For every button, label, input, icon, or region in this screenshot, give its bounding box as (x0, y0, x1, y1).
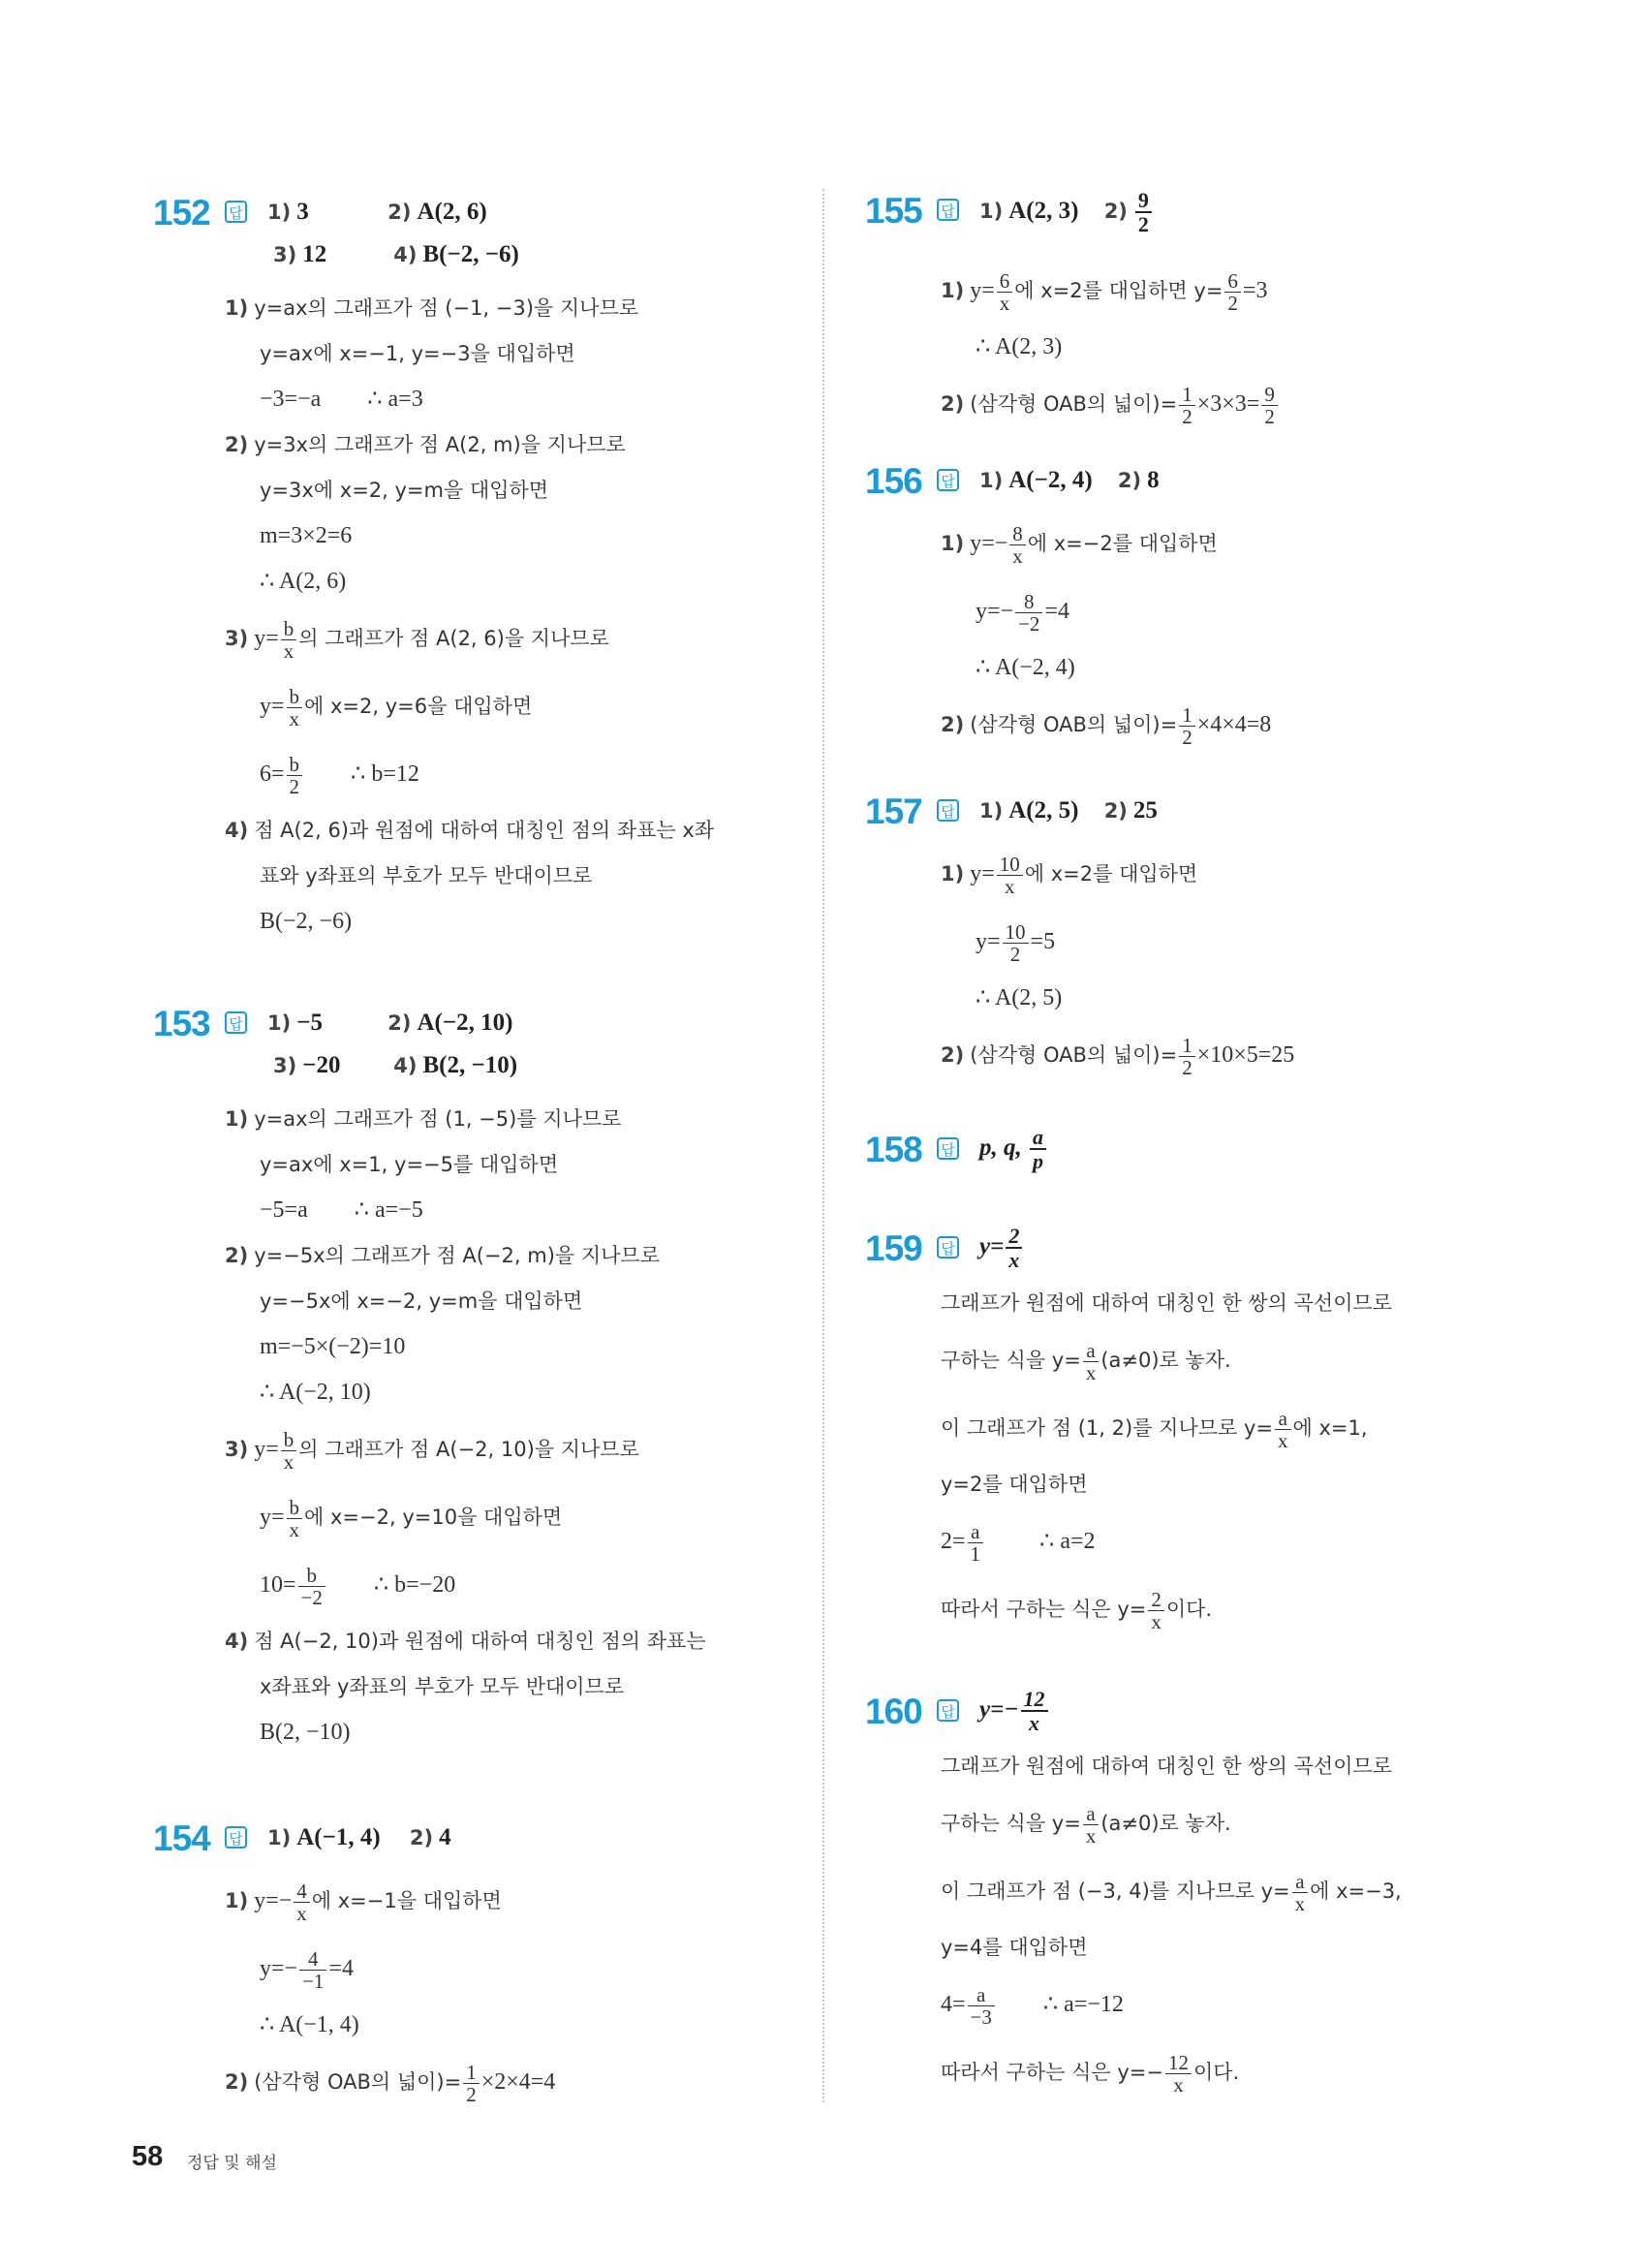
fraction: $\frac{8}{x}$ (1009, 523, 1026, 567)
solution-line: y=3x에 x=2, y=m을 대입하면 (260, 479, 549, 502)
answer-icon: 답 (225, 201, 247, 223)
solution-line: 1) y=ax의 그래프가 점 (−1, −3)을 지나므로 (225, 296, 639, 320)
solution-line: 10= $\frac{b}{-2}$ ∴ b=−20 (260, 1563, 456, 1609)
solution-line: 2) (삼각형 OAB의 넓이)= $\frac{1}{2}$ ×2×4=4 (225, 2060, 556, 2106)
solution-line: y= $\frac{b}{x}$ 에 x=−2, y=10을 대입하면 (260, 1495, 563, 1541)
fraction: $\frac{2}{x}$ (1006, 1225, 1022, 1271)
answer-row-2: 3) −20 4) B(2, −10) (273, 1052, 518, 1078)
solution-line: ∴ A(−2, 10) (260, 1380, 371, 1405)
answer-row: 1) A(2, 3) 2) $\frac{9}{2}$ (979, 189, 1154, 235)
solution-line: 2) y=3x의 그래프가 점 A(2, m)을 지나므로 (225, 433, 626, 456)
problem-number: 155 (865, 191, 922, 231)
solution (941, 257, 1504, 438)
fraction: $\frac{4}{-1}$ (299, 1948, 326, 1992)
problem-159 (865, 1224, 1504, 1643)
solution-line: ∴ A(2, 3) (976, 334, 1063, 359)
solution-line: 따라서 구하는 식은 y=− $\frac{12}{x}$ 이다. (941, 2050, 1240, 2097)
solution-line: 2) (삼각형 OAB의 넓이)= $\frac{1}{2}$ ×10×5=25 (941, 1033, 1295, 1079)
solution (225, 286, 792, 945)
problem-154 (153, 1818, 792, 2116)
problem-number: 160 (865, 1692, 922, 1731)
solution-line: 2) (삼각형 OAB의 넓이)= $\frac{1}{2}$ ×3×3= $\frac{9}{2}$ (941, 370, 1504, 438)
answer-row: p, q, $\frac{a}{p}$ (979, 1126, 1048, 1172)
problem-number: 156 (865, 461, 922, 501)
solution-line: y=−5x에 x=−2, y=m을 대입하면 (260, 1289, 583, 1313)
fraction: $\frac{10}{2}$ (1003, 921, 1029, 965)
answer-icon: 답 (937, 799, 959, 822)
problem-155 (865, 188, 1504, 438)
problem-160 (865, 1687, 1504, 2106)
solution-line: y=− $\frac{8}{-2}$ =4 (976, 589, 1069, 636)
problem-152 (153, 193, 792, 945)
solution-line: −5=a ∴ a=−5 (260, 1197, 423, 1223)
solution-line: y=ax에 x=1, y=−5를 대입하면 (260, 1153, 559, 1176)
solution-line: 4= $\frac{a}{-3}$ ∴ a=−12 (941, 1982, 1124, 2029)
solution-line: 따라서 구하는 식은 y= $\frac{2}{x}$ 이다. (941, 1587, 1213, 1633)
fraction: $\frac{b}{x}$ (281, 1429, 297, 1473)
fraction: $\frac{6}{x}$ (997, 270, 1013, 314)
solution-line: ∴ A(−1, 4) (260, 2012, 359, 2037)
fraction: $\frac{9}{2}$ (1261, 384, 1278, 427)
answer-row: y=− $\frac{12}{x}$ (979, 1688, 1050, 1734)
answer-icon: 답 (225, 1826, 247, 1849)
solution (941, 1744, 1504, 2106)
answer-icon: 답 (937, 199, 959, 221)
fraction: $\frac{a}{x}$ (1275, 1408, 1291, 1451)
solution-line: 1) y=− $\frac{4}{x}$ 에 x=−1을 대입하면 (225, 1879, 502, 1925)
solution-line: y=4를 대입하면 (941, 1936, 1088, 1959)
solution (941, 1281, 1504, 1643)
answer-row: 1) A(2, 5) 2) 25 (979, 797, 1158, 823)
fraction: $\frac{b}{x}$ (287, 686, 303, 730)
problem-number: 159 (865, 1228, 922, 1268)
answer-icon: 답 (937, 1236, 959, 1258)
problem-158 (865, 1125, 1504, 1178)
fraction: $\frac{a}{x}$ (1083, 1340, 1100, 1383)
solution-line: 4) 점 A(2, 6)과 원점에 대하여 대칭인 점의 좌표는 x좌 (225, 819, 715, 842)
solution-line: 3) y= $\frac{b}{x}$ 의 그래프가 점 A(2, 6)을 지나므로 (225, 616, 609, 663)
solution-line: 그래프가 원점에 대하여 대칭인 한 쌍의 곡선이므로 (941, 1755, 1393, 1778)
solution-line: 구하는 식을 y= $\frac{a}{x}$ (a≠0)로 놓자. (941, 1801, 1231, 1848)
fraction: $\frac{9}{2}$ (1135, 189, 1152, 235)
answer-row: 1) A(−2, 4) 2) 8 (979, 467, 1160, 493)
fraction: $\frac{10}{x}$ (997, 854, 1023, 897)
solution-line: ∴ A(2, 6) (260, 569, 347, 594)
answer-icon: 답 (937, 469, 959, 491)
fraction: $\frac{a}{1}$ (968, 1521, 984, 1565)
solution-line: y=2를 대입하면 (941, 1473, 1088, 1496)
fraction: $\frac{4}{x}$ (294, 1880, 310, 1924)
answer-icon: 답 (225, 1011, 247, 1034)
fraction: $\frac{b}{-2}$ (298, 1565, 325, 1608)
page-number: 58 (132, 2141, 164, 2172)
fraction: $\frac{a}{x}$ (1083, 1803, 1100, 1847)
problem-number: 154 (153, 1818, 210, 1858)
solution-line: 2= $\frac{a}{1}$ ∴ a=2 (941, 1519, 1096, 1566)
problem-number: 153 (153, 1004, 210, 1043)
answer-row: y= $\frac{2}{x}$ (979, 1225, 1024, 1271)
fraction: $\frac{12}{x}$ (1021, 1688, 1048, 1734)
solution-line: 이 그래프가 점 (−3, 4)를 지나므로 y= $\frac{a}{x}$ 에 x=−3, (941, 1869, 1402, 1915)
problem-number: 157 (865, 792, 922, 831)
solution-line: 2) (삼각형 OAB의 넓이)= $\frac{1}{2}$ ×4×4=8 (941, 702, 1272, 749)
answer-row: 1) A(−1, 4) 2) 4 (267, 1824, 451, 1850)
solution-line: 이 그래프가 점 (1, 2)를 지나므로 y= $\frac{a}{x}$ 에 x=1, (941, 1406, 1368, 1452)
solution-line: y=ax에 x=−1, y=−3을 대입하면 (260, 342, 575, 365)
problem-156 (865, 461, 1504, 759)
solution-line: 구하는 식을 y= $\frac{a}{x}$ (a≠0)로 놓자. (941, 1338, 1231, 1384)
footer-title: 정답 및 해설 (187, 2154, 277, 2173)
solution-line: 3) y= $\frac{b}{x}$ 의 그래프가 점 A(−2, 10)을 지나므로 (225, 1427, 639, 1474)
fraction: $\frac{1}{2}$ (1179, 1035, 1195, 1078)
problem-153 (153, 1004, 792, 1755)
solution-line: 1) y= $\frac{10}{x}$ 에 x=2를 대입하면 (941, 852, 1198, 898)
solution-line: −3=−a ∴ a=3 (260, 387, 423, 412)
fraction: $\frac{a}{x}$ (1292, 1871, 1309, 1914)
fraction: $\frac{a}{p}$ (1030, 1126, 1046, 1172)
problem-157 (865, 792, 1504, 1089)
problem-number: 158 (865, 1130, 922, 1169)
answer-icon: 답 (937, 1699, 959, 1722)
solution-line: y= $\frac{b}{x}$ 에 x=2, y=6을 대입하면 (260, 684, 533, 730)
solution-line: m=3×2=6 (260, 523, 353, 548)
solution-line: B(2, −10) (260, 1720, 351, 1745)
solution-line: 1) y=ax의 그래프가 점 (1, −5)를 지나므로 (225, 1107, 622, 1131)
solution-line: 1) y= $\frac{6}{x}$ 에 x=2를 대입하면 y= $\frac{6}{2}$ =3 (941, 268, 1268, 315)
solution-line: ∴ A(−2, 4) (976, 655, 1075, 680)
solution-line: 2) y=−5x의 그래프가 점 A(−2, m)을 지나므로 (225, 1244, 660, 1267)
solution-line: 1) y=− $\frac{8}{x}$ 에 x=−2를 대입하면 (941, 521, 1218, 568)
fraction: $\frac{a}{-3}$ (968, 1984, 995, 2028)
solution (225, 1867, 792, 2116)
fraction: $\frac{12}{x}$ (1165, 2052, 1192, 2096)
fraction: $\frac{2}{x}$ (1148, 1589, 1164, 1632)
solution-line: 4) 점 A(−2, 10)과 원점에 대하여 대칭인 점의 좌표는 (225, 1630, 706, 1653)
solution (225, 1097, 792, 1755)
column-divider (822, 189, 824, 2102)
solution-line: m=−5×(−2)=10 (260, 1334, 406, 1359)
problem-number: 152 (153, 193, 210, 233)
fraction: $\frac{1}{2}$ (1179, 384, 1195, 427)
solution-line: y=− $\frac{4}{-1}$ =4 (260, 1946, 354, 1993)
fraction: $\frac{1}{2}$ (463, 2062, 480, 2105)
answer-row-2: 3) 12 4) B(−2, −6) (273, 241, 519, 267)
fraction: $\frac{6}{2}$ (1224, 270, 1241, 314)
fraction: $\frac{8}{-2}$ (1015, 591, 1042, 635)
fraction: $\frac{b}{x}$ (281, 618, 297, 662)
solution (941, 510, 1504, 759)
solution-line: x좌표와 y좌표의 부호가 모두 반대이므로 (260, 1675, 625, 1698)
solution-line: B(−2, −6) (260, 909, 353, 934)
solution-line: 그래프가 원점에 대하여 대칭인 한 쌍의 곡선이므로 (941, 1291, 1393, 1315)
answer-row: 1) 3 2) A(2, 6) (267, 199, 487, 225)
solution-line: 6= $\frac{b}{2}$ ∴ b=12 (260, 752, 419, 798)
answer-icon: 답 (937, 1137, 959, 1160)
solution-line: ∴ A(2, 5) (976, 985, 1063, 1010)
solution (941, 840, 1504, 1089)
fraction: $\frac{b}{2}$ (287, 754, 303, 797)
solution-line: 표와 y좌표의 부호가 모두 반대이므로 (260, 864, 593, 887)
fraction: $\frac{1}{2}$ (1179, 704, 1195, 748)
answer-row: 1) −5 2) A(−2, 10) (267, 1010, 513, 1036)
fraction: $\frac{b}{x}$ (287, 1497, 303, 1540)
solution-line: y= $\frac{10}{2}$ =5 (976, 919, 1056, 966)
